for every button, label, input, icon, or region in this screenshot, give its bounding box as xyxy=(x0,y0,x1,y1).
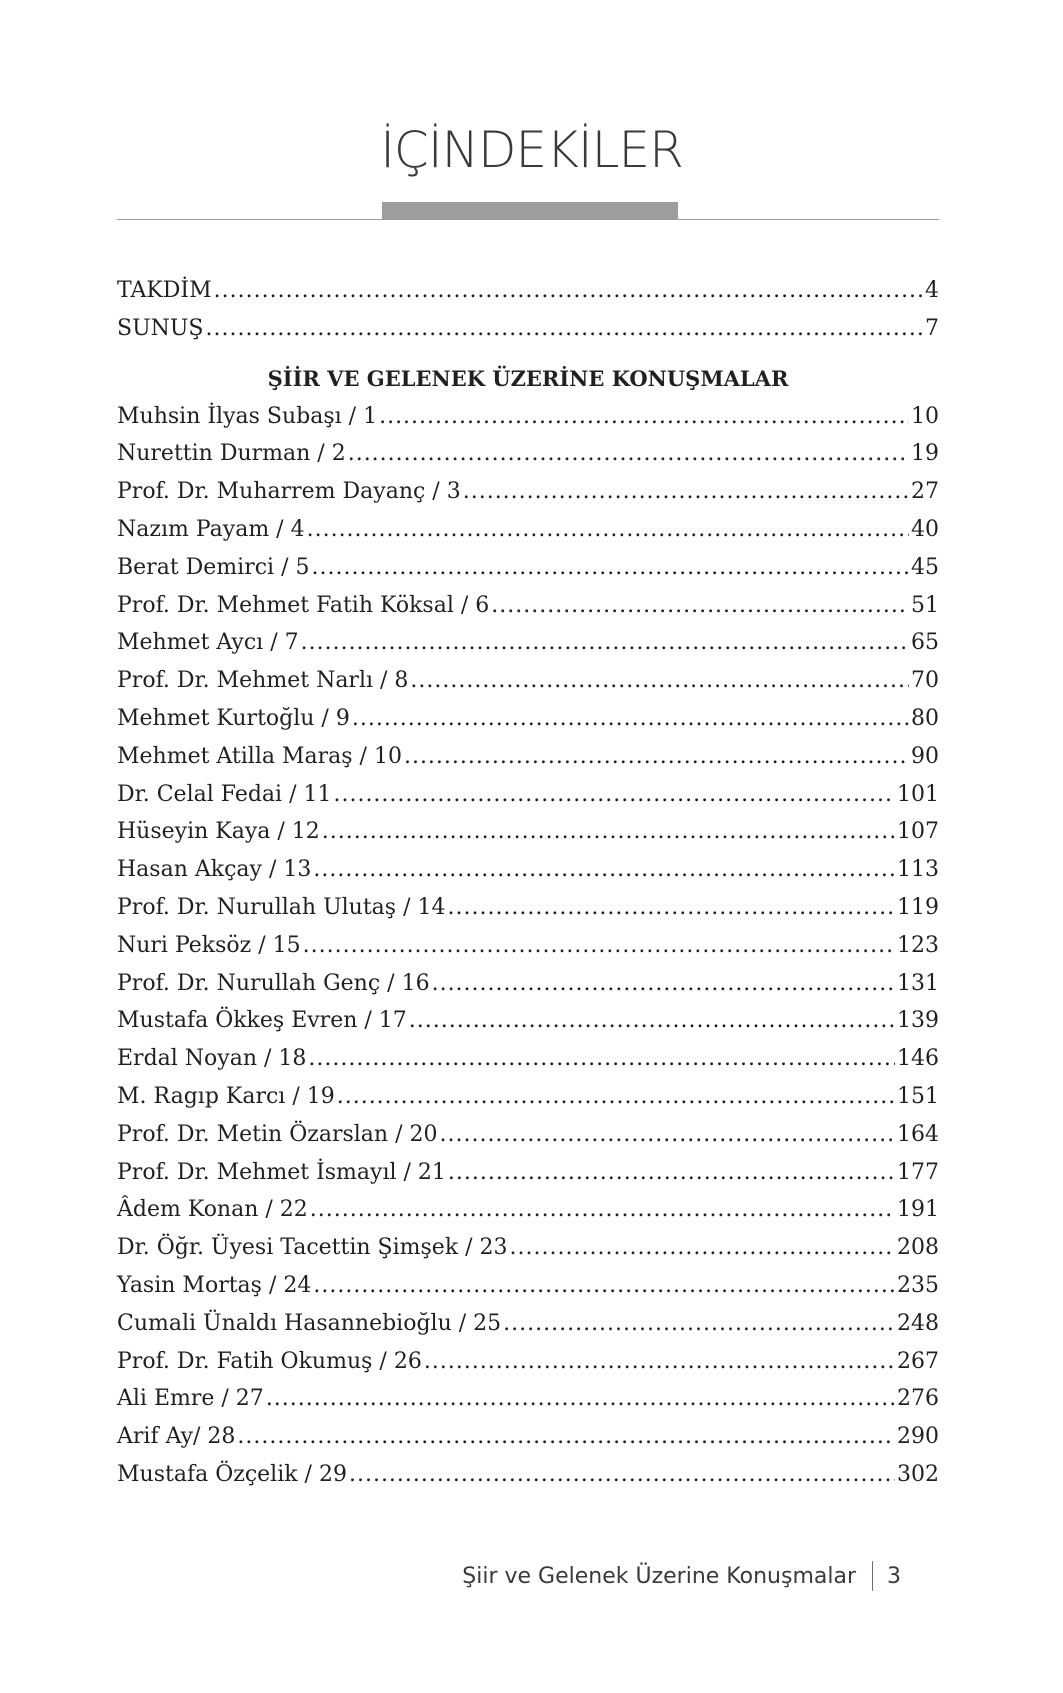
toc-entry-label: TAKDİM xyxy=(117,278,212,303)
leader-dots xyxy=(310,1191,895,1229)
toc-entry-list xyxy=(117,398,939,1494)
toc-entry-page: 45 xyxy=(911,554,939,580)
leader-dots xyxy=(333,776,895,814)
toc-entry-label: Cumali Ünaldı Hasannebioğlu / 25 xyxy=(117,1310,502,1336)
footer-page-number: 3 xyxy=(887,1563,901,1589)
toc-entry-label: Prof. Dr. Mehmet İsmayıl / 21 xyxy=(117,1159,446,1185)
toc-entry[interactable] xyxy=(117,1456,939,1494)
toc-entry-page: 10 xyxy=(911,403,939,429)
toc-entry[interactable] xyxy=(117,813,939,851)
toc-entry[interactable] xyxy=(117,398,939,436)
toc-entry-label: Hasan Akçay / 13 xyxy=(117,857,312,883)
toc-entry-label: Prof. Dr. Mehmet Fatih Köksal / 6 xyxy=(117,592,490,618)
toc-entry-label: Arif Ay/ 28 xyxy=(117,1424,236,1450)
leader-dots xyxy=(313,851,895,889)
title-divider xyxy=(117,219,939,220)
footer-separator xyxy=(872,1561,873,1591)
toc-entry[interactable] xyxy=(117,662,939,700)
toc-entry[interactable] xyxy=(117,1229,939,1267)
toc-entry-label: Mustafa Ökkeş Evren / 17 xyxy=(117,1008,407,1034)
toc-entry-label: Nurettin Durman / 2 xyxy=(117,441,346,467)
toc-entry-label: Dr. Celal Fedai / 11 xyxy=(117,781,332,807)
leader-dots xyxy=(404,738,909,776)
leader-dots xyxy=(237,1418,895,1456)
toc-entry-label: M. Ragıp Karcı / 19 xyxy=(117,1083,335,1109)
toc-entry[interactable] xyxy=(117,1116,939,1154)
toc-entry-label: Yasin Mortaş / 24 xyxy=(117,1272,312,1298)
page-title: İÇİNDEKİLER xyxy=(380,121,683,179)
leader-dots xyxy=(410,662,909,700)
toc-entry-page: 151 xyxy=(897,1083,939,1109)
toc-entry[interactable] xyxy=(117,1267,939,1305)
toc-entry-page: 101 xyxy=(897,781,939,807)
toc-entry-label: Âdem Konan / 22 xyxy=(117,1197,308,1223)
toc-entry-page: 119 xyxy=(897,894,939,920)
leader-dots xyxy=(503,1305,895,1343)
toc-entry-label: Prof. Dr. Metin Özarslan / 20 xyxy=(117,1121,438,1147)
toc-entry-label: Berat Demirci / 5 xyxy=(117,554,310,580)
toc-entry-page: 70 xyxy=(911,668,939,694)
toc-entry[interactable] xyxy=(117,624,939,662)
toc-entry-takdim[interactable] xyxy=(117,272,939,310)
toc-entry-page: 208 xyxy=(897,1235,939,1261)
toc-entry-label: Mustafa Özçelik / 29 xyxy=(117,1461,347,1487)
toc-entry-page: 80 xyxy=(911,705,939,731)
toc-entry-page: 107 xyxy=(897,819,939,845)
leader-dots xyxy=(463,473,909,511)
toc-entry-page: 40 xyxy=(911,516,939,542)
footer-book-title: Şiir ve Gelenek Üzerine Konuşmalar xyxy=(462,1563,856,1589)
toc-entry[interactable] xyxy=(117,889,939,927)
leader-dots xyxy=(308,1040,895,1078)
toc-entry-label: Prof. Dr. Fatih Okumuş / 26 xyxy=(117,1348,422,1374)
leader-dots xyxy=(214,272,923,310)
leader-dots xyxy=(349,1456,895,1494)
title-underline-bar xyxy=(382,202,678,219)
toc-entry-page: 7 xyxy=(925,315,939,341)
toc-entry-page: 90 xyxy=(911,743,939,769)
toc-entry-page: 302 xyxy=(897,1461,939,1487)
toc-entry-page: 290 xyxy=(897,1424,939,1450)
leader-dots xyxy=(510,1229,895,1267)
leader-dots xyxy=(432,965,895,1003)
toc-entry-page: 248 xyxy=(897,1310,939,1336)
toc-entry-page: 19 xyxy=(911,441,939,467)
leader-dots xyxy=(301,624,909,662)
toc-entry-label: Prof. Dr. Mehmet Narlı / 8 xyxy=(117,668,409,694)
toc-entry-page: 65 xyxy=(911,630,939,656)
toc-entry[interactable] xyxy=(117,1002,939,1040)
toc-entry[interactable] xyxy=(117,1040,939,1078)
toc-entry-label: Nazım Payam / 4 xyxy=(117,516,305,542)
leader-dots xyxy=(205,310,923,348)
toc-entry[interactable] xyxy=(117,587,939,625)
toc-entry[interactable] xyxy=(117,1380,939,1418)
leader-dots xyxy=(313,1267,895,1305)
toc-entry[interactable] xyxy=(117,511,939,549)
section-heading: ŞİİR VE GELENEK ÜZERİNE KONUŞMALAR xyxy=(267,365,789,391)
toc-entry-page: 139 xyxy=(897,1008,939,1034)
toc-entry[interactable] xyxy=(117,1078,939,1116)
toc-entry-page: 51 xyxy=(911,592,939,618)
page-footer xyxy=(462,1556,901,1596)
toc-entry[interactable] xyxy=(117,965,939,1003)
toc-entry-page: 177 xyxy=(897,1159,939,1185)
leader-dots xyxy=(337,1078,895,1116)
leader-dots xyxy=(448,1154,895,1192)
toc-entry-page: 235 xyxy=(897,1272,939,1298)
toc-entry-label: Dr. Öğr. Üyesi Tacettin Şimşek / 23 xyxy=(117,1235,508,1261)
toc-entry[interactable] xyxy=(117,700,939,738)
toc-entry[interactable] xyxy=(117,776,939,814)
toc-entry[interactable] xyxy=(117,1154,939,1192)
toc-entry[interactable] xyxy=(117,549,939,587)
leader-dots xyxy=(379,398,909,436)
toc-entry-label: Mehmet Atilla Maraş / 10 xyxy=(117,743,402,769)
toc-entry[interactable] xyxy=(117,1191,939,1229)
toc-entry-label: Prof. Dr. Nurullah Genç / 16 xyxy=(117,970,430,996)
toc-entry-page: 146 xyxy=(897,1046,939,1072)
toc-entry-label: Nuri Peksöz / 15 xyxy=(117,932,301,958)
toc-entry-page: 4 xyxy=(925,278,939,303)
toc-entry[interactable] xyxy=(117,435,939,473)
toc-entry-label: Muhsin İlyas Subaşı / 1 xyxy=(117,403,378,429)
toc-entry-label: Erdal Noyan / 18 xyxy=(117,1046,307,1072)
leader-dots xyxy=(322,813,895,851)
leader-dots xyxy=(303,927,895,965)
toc-entry-label: Prof. Dr. Muharrem Dayanç / 3 xyxy=(117,479,461,505)
toc-entry[interactable] xyxy=(117,738,939,776)
toc-entry[interactable] xyxy=(117,851,939,889)
leader-dots xyxy=(266,1380,895,1418)
toc-entry-page: 113 xyxy=(897,857,939,883)
toc-entry-page: 164 xyxy=(897,1121,939,1147)
table-of-contents xyxy=(117,272,939,1494)
leader-dots xyxy=(348,435,909,473)
leader-dots xyxy=(424,1343,895,1381)
leader-dots xyxy=(409,1002,895,1040)
toc-entry-page: 131 xyxy=(897,970,939,996)
toc-entry[interactable] xyxy=(117,473,939,511)
leader-dots xyxy=(352,700,909,738)
toc-entry-label: SUNUŞ xyxy=(117,315,204,341)
toc-entry-label: Ali Emre / 27 xyxy=(117,1386,264,1412)
leader-dots xyxy=(447,889,895,927)
toc-entry-page: 191 xyxy=(897,1197,939,1223)
toc-entry-page: 267 xyxy=(897,1348,939,1374)
toc-entry-page: 27 xyxy=(911,479,939,505)
leader-dots xyxy=(307,511,909,549)
toc-entry[interactable] xyxy=(117,1343,939,1381)
toc-entry[interactable] xyxy=(117,927,939,965)
toc-entry[interactable] xyxy=(117,1418,939,1456)
leader-dots xyxy=(311,549,909,587)
toc-entry-page: 123 xyxy=(897,932,939,958)
leader-dots xyxy=(439,1116,895,1154)
toc-entry-label: Mehmet Kurtoğlu / 9 xyxy=(117,705,350,731)
toc-entry-page: 276 xyxy=(897,1386,939,1412)
leader-dots xyxy=(491,587,909,625)
toc-entry-label: Hüseyin Kaya / 12 xyxy=(117,819,320,845)
toc-entry[interactable] xyxy=(117,1305,939,1343)
toc-entry-label: Prof. Dr. Nurullah Ulutaş / 14 xyxy=(117,894,446,920)
toc-entry-label: Mehmet Aycı / 7 xyxy=(117,630,299,656)
toc-entry-sunus[interactable] xyxy=(117,310,939,348)
